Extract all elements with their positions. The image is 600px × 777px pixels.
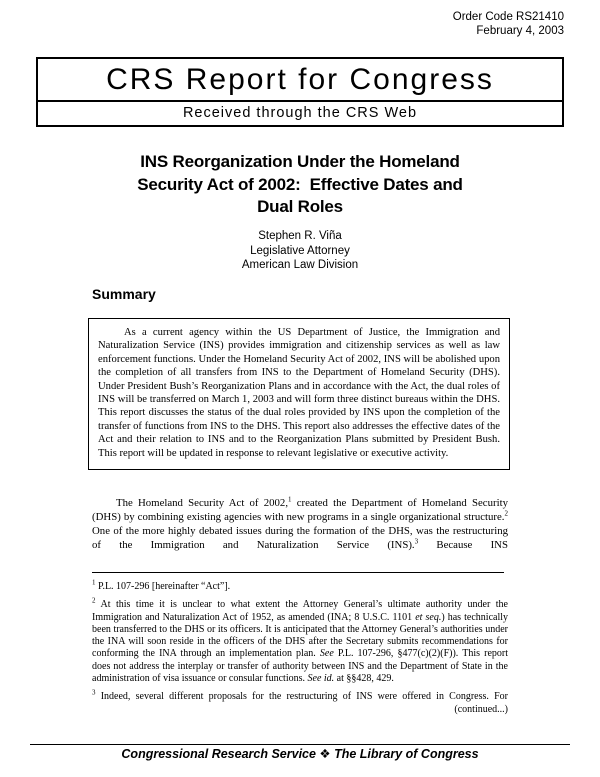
footnote-2 — [92, 596, 509, 685]
footnote-3 — [92, 691, 508, 703]
footnote-1-marker: 1 — [92, 578, 96, 587]
masthead-title: CRS Report for Congress — [106, 63, 494, 96]
masthead-box — [36, 57, 564, 127]
masthead-subtitle: Received through the CRS Web — [182, 105, 418, 121]
order-block — [453, 10, 564, 38]
author-role: Legislative Attorney — [250, 244, 350, 257]
footnote-separator — [92, 572, 504, 573]
footnote-2-text: At this time it is unclear to what extent the Attorney General’s ultimate authority under the Immigration and Naturalization Act of 1952, as amended (INA; 8 U.S.C. 1101 et seq.) has technically been transferred to the DHS or its officers. It is anticipated that the Attorney General’s authorities under the INA will soon reside in the officers of the DHS after the Secretary submits recommendations for conforming the INA through an implementation plan. See P.L. 107-296, §477(c)(2)(F)). This report does not address the interplay or transfer of authority between INS and the Department of State in the administration of visa issuance or consular functions. See id. at §§428, 429. — [92, 599, 509, 685]
summary-heading: Summary — [92, 286, 156, 302]
author-division: American Law Division — [241, 259, 359, 271]
continued-note: (continued...) — [454, 703, 508, 715]
summary-text: As a current agency within the US Department of Justice, the Immigration and Naturalization Service (INS) provides immigration and citizenship services as well as law enforcement functions. Under the Homeland Security Act of 2002, INS will be abolished upon the completion of all transfers from INS to the Department of Homeland Security (DHS). Under President Bush’s Reorganization Plans and in accordance with the Act, the dual roles of INS will be transferred on March 1, 2003 and will form three distinct bureaus within the DHS. This report discusses the status of the dual roles provided by INS upon the completion of the transfer of functions from INS to the DHS. This report also addresses the effective dates of the Act and their relation to INS and to the Reorganization Plans submitted by President Bush. This report will be updated in response to relevant legislative or executive activity. — [98, 327, 500, 459]
footnote-2-marker: 2 — [92, 596, 96, 605]
order-code: Order Code RS21410 — [452, 11, 564, 23]
footer-text: Congressional Research Service ❖ The Library of Congress — [121, 747, 479, 761]
footer-divider — [30, 744, 570, 745]
footnote-1 — [92, 578, 508, 593]
footnote-3-text: Indeed, several different proposals for the restructuring of INS were offered in Congress. For — [100, 691, 508, 703]
report-date: February 4, 2003 — [476, 25, 564, 37]
body-paragraph: The Homeland Security Act of 2002,$^1$ created the Department of Homeland Security (DHS) by combining existing agencies with new programs in a single organizational structure.$^2$ One of the more highly debated issues during the formation of the DHS, was the restructuring of the Immigration and Naturalization Service (INS).$^3$ Because INS — [92, 495, 508, 551]
report-title-line-2: Security Act of 2002: Effective Dates and — [137, 174, 463, 194]
summary-box — [88, 318, 510, 470]
footnotes-section — [92, 578, 509, 716]
report-title — [0, 151, 600, 219]
author-name: Stephen R. Viña — [258, 230, 342, 242]
footnote-1-text: P.L. 107-296 [hereinafter “Act”]. — [98, 581, 231, 592]
report-title-line-3: Dual Roles — [257, 197, 343, 216]
report-title-line-1: INS Reorganization Under the Homeland — [140, 152, 460, 171]
footnote-3-marker: 3 — [92, 689, 96, 698]
author-block — [0, 229, 600, 273]
